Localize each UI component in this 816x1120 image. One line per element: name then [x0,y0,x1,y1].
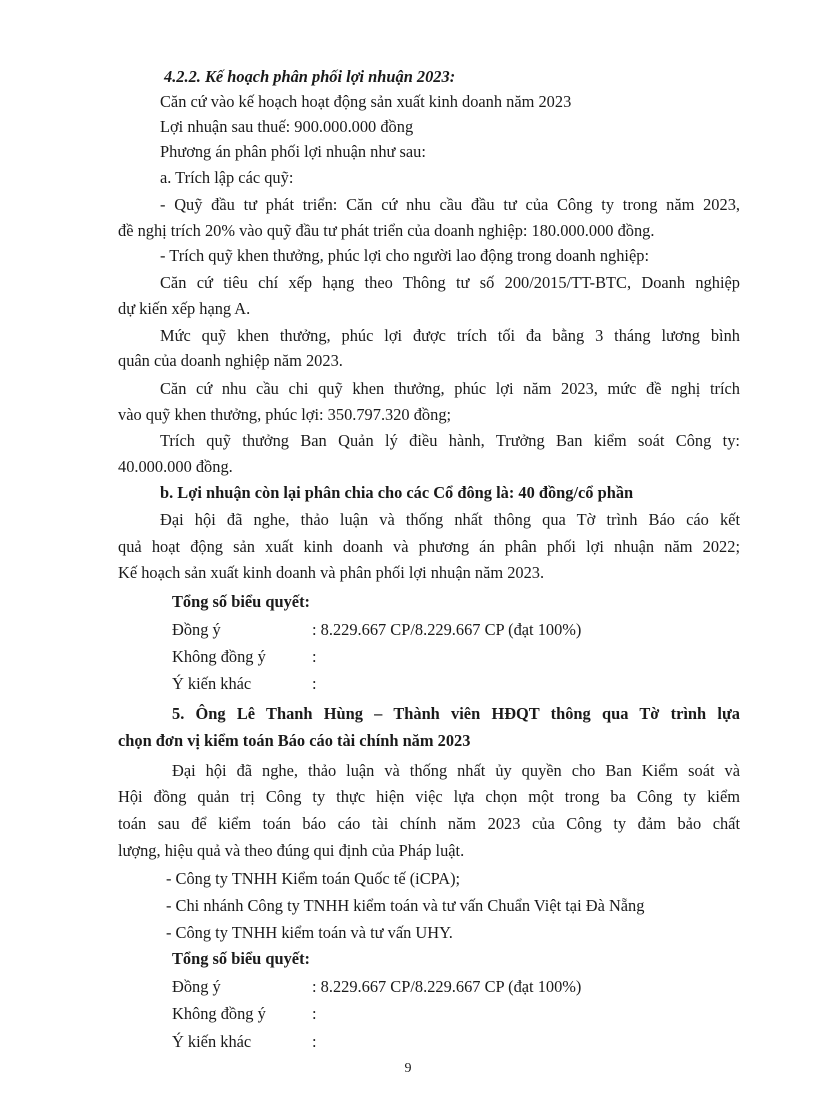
vote-label-other: Ý kiến khác [172,674,252,693]
paragraph-line: Trích quỹ thưởng Ban Quản lý điều hành, Trưởng Ban kiểm soát Công ty: [160,431,740,450]
section-5-heading: 5. Ông Lê Thanh Hùng – Thành viên HĐQT thông qua Tờ trình lựa [172,704,740,723]
vote-value-other: : [312,674,317,693]
vote-value-disagree: : [312,1004,317,1023]
paragraph-line: Căn cứ tiêu chí xếp hạng theo Thông tư số 200/2015/TT-BTC, Doanh nghiệp [160,273,740,292]
paragraph-line: Đại hội đã nghe, thảo luận và thống nhất ủy quyền cho Ban Kiểm soát và [172,761,740,780]
vote-value-agree: : 8.229.667 CP/8.229.667 CP (đạt 100%) [312,977,582,996]
paragraph-line: dự kiến xếp hạng A. [118,299,251,318]
paragraph-line: - Trích quỹ khen thưởng, phúc lợi cho người lao động trong doanh nghiệp: [160,246,650,265]
vote-label-disagree: Không đồng ý [172,647,266,666]
vote-label-other: Ý kiến khác [172,1032,252,1051]
auditor-item: - Công ty TNHH Kiểm toán Quốc tế (iCPA); [166,869,461,888]
vote-value-agree: : 8.229.667 CP/8.229.667 CP (đạt 100%) [312,620,582,639]
vote-label-agree: Đồng ý [172,620,221,639]
vote-label-disagree: Không đồng ý [172,1004,266,1023]
paragraph-line: Kế hoạch sản xuất kinh doanh và phân phối lợi nhuận năm 2023. [118,563,545,582]
vote-title: Tổng số biểu quyết: [172,592,310,611]
paragraph-line: 40.000.000 đồng. [118,457,233,476]
paragraph-line: Phương án phân phối lợi nhuận như sau: [160,142,426,161]
paragraph-line: Mức quỹ khen thưởng, phúc lợi được trích tối đa bằng 3 tháng lương bình [160,326,740,345]
vote-value-other: : [312,1032,317,1051]
paragraph-line: đề nghị trích 20% vào quỹ đầu tư phát triển của doanh nghiệp: 180.000.000 đồng. [118,221,655,240]
paragraph-line: a. Trích lập các quỹ: [160,168,294,187]
paragraph-line: - Quỹ đầu tư phát triển: Căn cứ nhu cầu đầu tư của Công ty trong năm 2023, [160,195,740,214]
paragraph-line: Lợi nhuận sau thuế: 900.000.000 đồng [160,117,414,136]
paragraph-line: lượng, hiệu quả và theo đúng qui định của Pháp luật. [118,841,465,860]
paragraph-line: vào quỹ khen thưởng, phúc lợi: 350.797.320 đồng; [118,405,452,424]
dividend-heading: b. Lợi nhuận còn lại phân chia cho các Cổ đông là: 40 đồng/cổ phần [160,483,634,502]
paragraph-line: Căn cứ vào kế hoạch hoạt động sản xuất kinh doanh năm 2023 [160,92,572,111]
auditor-item: - Chi nhánh Công ty TNHH kiểm toán và tư vấn Chuẩn Việt tại Đà Nẵng [166,896,645,915]
section-heading-422: 4.2.2. Kế hoạch phân phối lợi nhuận 2023: [164,67,456,86]
auditor-item: - Công ty TNHH kiểm toán và tư vấn UHY. [166,923,453,942]
paragraph-line: Đại hội đã nghe, thảo luận và thống nhất thông qua Tờ trình Báo cáo kết [160,510,740,529]
paragraph-line: quân của doanh nghiệp năm 2023. [118,351,343,370]
paragraph-line: Hội đồng quản trị Công ty thực hiện việc lựa chọn một trong ba Công ty kiểm [118,787,740,806]
paragraph-line: quả hoạt động sản xuất kinh doanh và phương án phân phối lợi nhuận năm 2022; [118,537,740,556]
vote-value-disagree: : [312,647,317,666]
vote-title: Tổng số biểu quyết: [172,949,310,968]
section-5-heading-cont: chọn đơn vị kiểm toán Báo cáo tài chính năm 2023 [118,731,471,750]
vote-label-agree: Đồng ý [172,977,221,996]
page-number: 9 [404,1061,412,1076]
paragraph-line: Căn cứ nhu cầu chi quỹ khen thưởng, phúc lợi năm 2023, mức đề nghị trích [160,379,740,398]
paragraph-line: toán sau để kiểm toán báo cáo tài chính năm 2023 của Công ty đảm bảo chất [118,814,740,833]
